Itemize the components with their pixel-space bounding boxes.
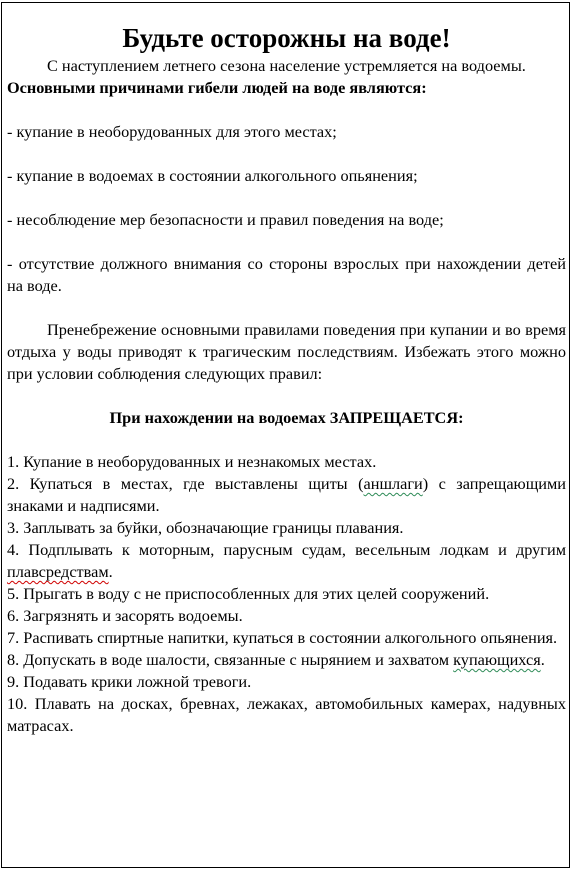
grammar-marked-word: купающихся [453,650,541,669]
cause-item: - купание в необорудованных для этого местах; [7,122,337,141]
rule-item: 7. Распивать спиртные напитки, купаться в состоянии алкогольного опьянения. [7,628,558,647]
rule-item [7,649,566,671]
rule-item: 6. Загрязнять и засорять водоемы. [7,606,243,625]
blank-line [7,187,566,209]
rule-item: 1. Купание в необорудованных и незнакомых местах. [7,452,377,471]
spellcheck-marked-word: плавсредствам [7,562,109,581]
neglect-paragraph: Пренебрежение основными правилами поведения при купании и во время отдыха у воды приводят к трагическим последствиям. Избежать этого можно при условии соблюдения следующих правил: [7,320,566,383]
blank-line [7,429,566,451]
rule-item [7,473,566,517]
rule-text: 2. Купаться в местах, где выставлены щиты ( [7,474,364,493]
intro-paragraph: С наступлением летнего сезона население устремляется на водоемы. [47,56,526,75]
cause-item: - купание в водоемах в состоянии алкогольного опьянения; [7,166,418,185]
rule-item: 9. Подавать крики ложной тревоги. [7,672,252,691]
rule-text: . [540,650,545,669]
cause-item: - несоблюдение мер безопасности и правил поведения на воде; [7,210,444,229]
rule-text: ) с запрещающими знаками и надписями. [7,474,566,515]
blank-line [7,143,566,165]
causes-heading: Основными причинами гибели людей на воде являются: [7,78,427,97]
rule-item: 3. Заплывать за буйки, обозначающие границы плавания. [7,518,404,537]
blank-line [7,231,566,253]
grammar-marked-word: аншлаги [363,474,423,493]
rule-text: . [108,562,113,581]
blank-line [7,385,566,407]
rule-text: 4. Подплывать к моторным, парусным судам, весельным лодкам и другим [7,540,566,559]
rule-item: 5. Прыгать в воду с не приспособленных для этих целей сооружений. [7,584,490,603]
prohibited-heading: При нахождении на водоемах ЗАПРЕЩАЕТСЯ: [109,408,464,427]
document-body [7,22,566,737]
cause-item: - отсутствие должного внимания со стороны взрослых при нахождении детей на воде. [7,254,566,295]
prohibited-rules-list [7,451,566,737]
blank-line [7,99,566,121]
rule-text: 8. Допускать в воде шалости, связанные с нырянием и захватом [7,650,454,669]
rule-item [7,539,566,583]
rule-item: 10. Плавать на досках, бревнах, лежаках, автомобильных камерах, надувных матрасах. [7,694,566,735]
blank-line [7,297,566,319]
page-title: Будьте осторожны на воде! [122,23,451,53]
